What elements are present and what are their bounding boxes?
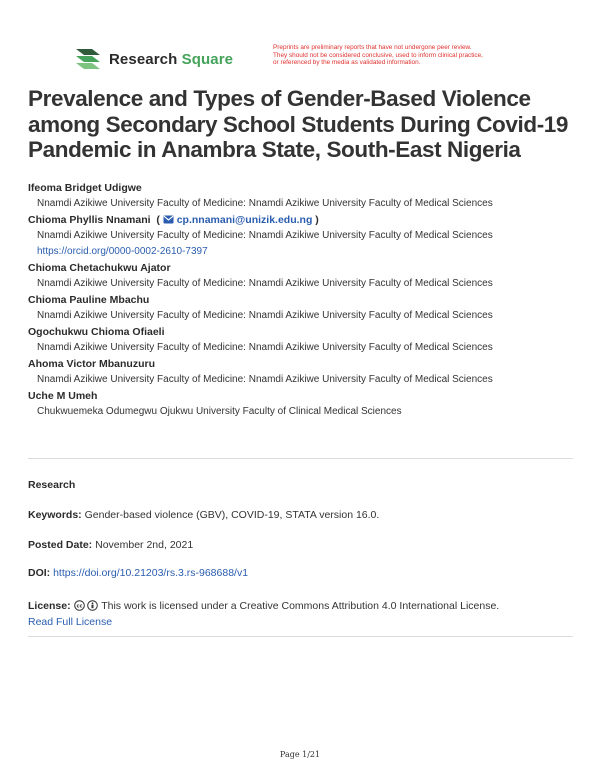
author-email-link[interactable]: cp.nnamani@unizik.edu.ng <box>176 214 313 226</box>
keywords <box>28 509 578 521</box>
author-entry <box>28 180 578 212</box>
creative-commons-icon <box>74 600 85 611</box>
read-full-license-link[interactable]: Read Full License <box>28 616 113 628</box>
author-affiliation: Nnamdi Azikiwe University Faculty of Medicine: Nnamdi Azikiwe University Faculty of Medical Sciences <box>37 198 493 209</box>
author-affiliation: Nnamdi Azikiwe University Faculty of Medicine: Nnamdi Azikiwe University Faculty of Medical Sciences <box>37 310 493 321</box>
author-affiliation: Nnamdi Azikiwe University Faculty of Medicine: Nnamdi Azikiwe University Faculty of Medical Sciences <box>37 342 493 353</box>
author-entry <box>28 324 578 356</box>
author-name: Uche M Umeh <box>28 390 98 402</box>
doi <box>28 567 578 579</box>
author-entry <box>28 260 578 292</box>
author-name: Ahoma Victor Mbanuzuru <box>28 358 155 370</box>
author-entry <box>28 388 578 420</box>
author-name: Chioma Phyllis Nnamani <box>28 214 151 226</box>
author-affiliation: Nnamdi Azikiwe University Faculty of Medicine: Nnamdi Azikiwe University Faculty of Medical Sciences <box>37 278 493 289</box>
author-name: Chioma Pauline Mbachu <box>28 294 150 306</box>
doi-label: DOI: <box>28 567 51 579</box>
license-label: License: <box>28 600 71 612</box>
svg-text:cc: cc <box>76 603 82 610</box>
preprint-notice-line: They should not be considered conclusive, used to inform clinical practice, <box>273 51 483 59</box>
attribution-icon <box>87 600 98 611</box>
author-name: Chioma Chetachukwu Ajator <box>28 262 171 274</box>
doi-link[interactable]: https://doi.org/10.21203/rs.3.rs-968688/v1 <box>53 567 249 579</box>
author-entry <box>28 356 578 388</box>
preprint-notice <box>273 44 543 67</box>
license-text: This work is licensed under a Creative Commons Attribution 4.0 International License. <box>101 600 500 612</box>
section-divider <box>28 636 573 637</box>
preprint-notice-line: Preprints are preliminary reports that have not undergone peer review. <box>273 44 472 51</box>
author-entry <box>28 292 578 324</box>
keywords-label: Keywords: <box>28 509 82 521</box>
research-square-logo-icon <box>74 47 102 71</box>
section-divider <box>28 458 573 459</box>
author-name: Ogochukwu Chioma Ofiaeli <box>28 326 165 338</box>
preprint-notice-line: or referenced by the media as validated information. <box>273 59 421 67</box>
posted-date <box>28 539 578 551</box>
posted-date-label: Posted Date: <box>28 539 93 551</box>
page-number: Page 1/21 <box>279 750 321 759</box>
orcid-link[interactable]: https://orcid.org/0000-0002-2610-7397 <box>37 246 208 257</box>
email-icon <box>163 215 174 224</box>
license <box>28 598 578 630</box>
author-entry <box>28 212 578 260</box>
author-list <box>28 180 578 420</box>
posted-date-value: November 2nd, 2021 <box>95 539 194 551</box>
author-name-with-email: Chioma Phyllis Nnamani ( cp.nnamani@unizik.edu.ng ) <box>28 214 319 226</box>
paper-title: Prevalence and Types of Gender-Based Violence among Secondary School Students During Covid-19 Pandemic in Anambra State, South-East Nigeria <box>28 86 569 162</box>
author-name: Ifeoma Bridget Udigwe <box>28 182 142 194</box>
author-affiliation: Nnamdi Azikiwe University Faculty of Medicine: Nnamdi Azikiwe University Faculty of Medical Sciences <box>37 230 493 241</box>
author-affiliation: Chukwuemeka Odumegwu Ojukwu University Faculty of Clinical Medical Sciences <box>37 406 402 417</box>
article-type: Research <box>28 479 76 491</box>
research-square-logo[interactable] <box>74 47 233 71</box>
logo-text: Research Square <box>109 50 234 68</box>
keywords-value: Gender-based violence (GBV), COVID-19, STATA version 16.0. <box>84 509 380 521</box>
author-affiliation: Nnamdi Azikiwe University Faculty of Medicine: Nnamdi Azikiwe University Faculty of Medical Sciences <box>37 374 493 385</box>
